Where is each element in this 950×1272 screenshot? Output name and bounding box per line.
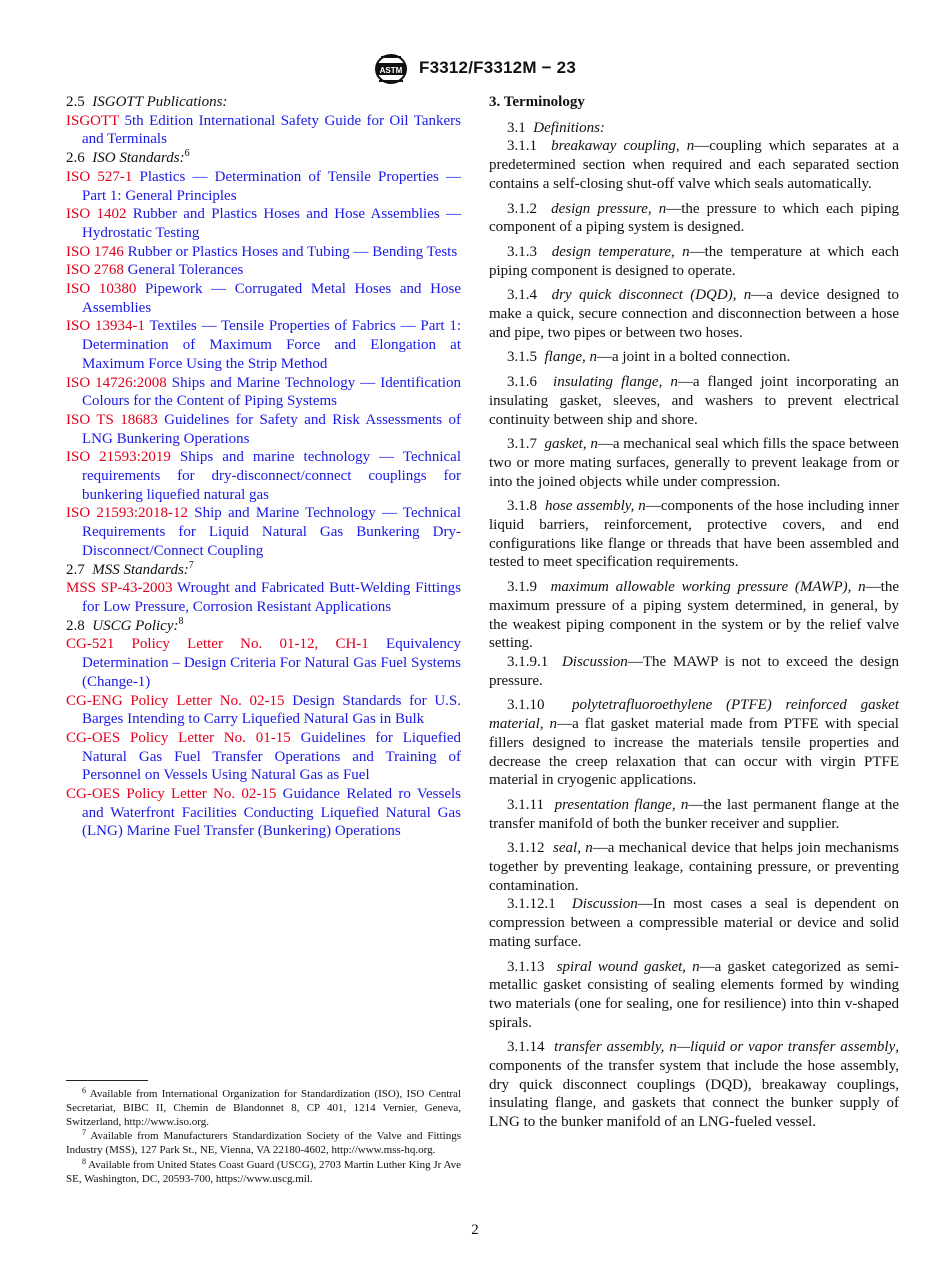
reference-title-link[interactable]: Pipework — Corrugated Metal Hoses and Hose Assemblies <box>82 281 461 316</box>
definition-term: gasket, n <box>544 436 598 453</box>
reference-title-link[interactable]: Plastics — Determination of Tensile Properties — Part 1: General Principles <box>82 168 462 204</box>
definition-number: 3.1.2 <box>507 200 537 217</box>
reference-title-link[interactable]: Wrought and Fabricated Butt-Welding Fittings for Low Pressure, Corrosion Resistant Applications <box>82 580 462 615</box>
definition-term: polytetrafluoroethylene (PTFE) reinforced gasket material, n <box>489 697 899 733</box>
section-subheading <box>66 617 461 636</box>
reference-code-link[interactable]: CG-521 Policy Letter No. 01-12, CH-1 <box>66 636 369 653</box>
footnote-text: Available from Manufacturers Standardization Society of the Valve and Fittings Industry (MSS), 127 Park St., NE, Vienna, VA 22180-4602, http://www.mss-hq.org. <box>66 1130 461 1157</box>
definition-body: —The MAWP is not to exceed the design pressure. <box>489 653 899 689</box>
reference-item <box>66 317 461 373</box>
definition-body: —coupling which separates at a predetermined section when required and each separated section contains a self-closing shut-off valve which seals automatically. <box>489 138 899 192</box>
footnote <box>66 1088 461 1129</box>
definition-number: 3.1.3 <box>507 243 537 260</box>
reference-code-link[interactable]: ISO 21593:2018-12 <box>66 505 189 522</box>
definition-number: 3.1.7 <box>507 436 537 453</box>
definitions-heading: 3.1 Definitions: <box>507 119 605 136</box>
reference-code-link[interactable]: ISO 527-1 <box>66 168 133 185</box>
referenced-documents-column <box>66 93 461 841</box>
reference-item <box>66 448 461 504</box>
subheading-number: 2.7 <box>66 561 85 578</box>
definition-body: —the temperature at which each piping component is designed to operate. <box>489 243 900 279</box>
definition-term: insulating flange, n <box>553 374 678 391</box>
subheading-label: MSS Standards: <box>92 561 189 578</box>
reference-item <box>66 205 461 242</box>
section-subheading <box>66 149 461 168</box>
definition-body: —a flanged joint incorporating an insulating gasket, sleeves, and washers to prevent electrical continuity between ship and shore. <box>489 374 900 428</box>
section-subheading <box>66 561 461 580</box>
reference-item <box>66 785 461 841</box>
reference-item <box>66 579 461 616</box>
definition-entry <box>489 286 899 342</box>
reference-title-link[interactable]: General Tolerances <box>127 262 244 279</box>
reference-title-link[interactable]: Ship and Marine Technology — Technical Requirements for Liquid Natural Gas Bunkering Dry-Disconnect/Connect Coupling <box>82 505 461 559</box>
subheading-label: ISO Standards: <box>92 150 185 167</box>
definition-entry <box>489 578 899 653</box>
reference-title-link[interactable]: Rubber and Plastics Hoses and Hose Assemblies — Hydrostatic Testing <box>82 206 462 241</box>
definition-entry <box>489 696 899 790</box>
definition-term: seal, n <box>553 840 593 857</box>
footnote-mark: 7 <box>188 559 194 571</box>
footnote-mark: 6 <box>184 148 190 160</box>
section-subheading <box>66 93 461 112</box>
definition-number: 3.1.9.1 <box>507 653 549 670</box>
definition-number: 3.1.12.1 <box>507 896 556 913</box>
definition-term: spiral wound gasket, n <box>556 958 700 975</box>
subheading-number: 2.6 <box>66 150 85 167</box>
reference-title-link[interactable]: Guidelines for Liquefied Natural Gas Fuel Transfer Operations and Training of Personnel on Vessels Using Natural Gas as Fuel <box>82 729 462 784</box>
definition-list <box>489 137 899 1131</box>
definition-term: design pressure, n <box>551 200 667 217</box>
definition-entry <box>489 373 899 429</box>
reference-title-link[interactable]: Rubber or Plastics Hoses and Tubing — Bending Tests <box>127 243 458 260</box>
reference-title-link[interactable]: Ships and marine technology — Technical requirements for dry-disconnect/connect couplings for bunkering liquefied natural gas <box>82 449 461 503</box>
definition-term: hose assembly, n <box>544 498 646 515</box>
reference-title-link[interactable]: Guidance Related ro Vessels and Waterfront Facilities Conducting Liquefied Natural Gas (LNG) Marine Fuel Transfer (Bunkering) Operations <box>82 786 462 840</box>
definition-body: —In most cases a seal is dependent on compression between a compressible material or device and solid mating surface. <box>489 896 899 950</box>
subheading-number: 2.5 <box>66 94 85 110</box>
definition-term: dry quick disconnect (DQD), n <box>551 287 752 304</box>
definition-entry <box>489 243 899 280</box>
document-designation: F3312/F3312M − 23 <box>419 58 576 77</box>
reference-item <box>66 374 461 411</box>
reference-title-link[interactable]: Textiles — Tensile Properties of Fabrics — Part 1: Determination of Maximum Force and Elongation at Maximum Force Using the Strip Method <box>82 318 461 372</box>
definition-entry <box>489 839 899 895</box>
definition-term: Discussion <box>561 653 628 670</box>
definition-body: —a joint in a bolted connection. <box>597 349 791 366</box>
subheading-label: ISGOTT Publications: <box>92 94 228 110</box>
definition-number: 3.1.6 <box>507 374 537 391</box>
footnote <box>66 1130 461 1158</box>
page-number: 2 <box>471 1222 479 1238</box>
definition-body: , components of the transfer system that include the hose assembly, dry quick disconnect couplings (DQD), breakaway couplings, insulating flange, and gaskets that connect the bunker supply of LNG to the bunker manifold of an LNG-fueled vessel. <box>489 1039 899 1131</box>
reference-item <box>66 411 461 448</box>
astm-logo <box>373 54 409 84</box>
reference-item <box>66 243 461 262</box>
footnotes <box>66 1088 461 1188</box>
page-header <box>0 54 950 84</box>
reference-code-link[interactable]: ISO 1746 <box>66 243 124 260</box>
definition-entry <box>489 653 899 690</box>
reference-item <box>66 729 461 785</box>
definition-body: —components of the hose including inner liquid barriers, reinforcement, protective covers, and end configurations like flange or threads that have been assembled and tested to meet specification requirements. <box>489 498 899 571</box>
reference-item <box>66 112 461 149</box>
definition-body: —the maximum pressure of a piping system determined, in general, by the weakest piping component in the system or by the relief valve setting. <box>489 579 899 652</box>
reference-code-link[interactable]: ISO 2768 <box>66 262 124 279</box>
reference-code-link[interactable]: ISO TS 18683 <box>66 411 158 428</box>
definition-body: —a flat gasket material made from PTFE with special fillers designed to increase the materials tensile properties and decrease the creep relaxation that can occur with virgin PTFE material in cryogenic applications. <box>489 716 899 789</box>
subheading-number: 2.8 <box>66 617 85 634</box>
definition-number: 3.1.11 <box>507 796 544 813</box>
definition-number: 3.1.14 <box>507 1039 545 1056</box>
reference-code-link[interactable]: ISO 13934-1 <box>66 318 145 335</box>
reference-title-link[interactable]: Design Standards for U.S. Barges Intending to Carry Liquefied Natural Gas in Bulk <box>82 692 462 728</box>
reference-code-link[interactable]: ISO 21593:2019 <box>66 449 171 466</box>
reference-item <box>66 168 461 205</box>
definition-term: Discussion <box>571 896 638 913</box>
svg-text:ASTM: ASTM <box>379 66 403 75</box>
definition-number: 3.1.8 <box>507 498 537 515</box>
definition-body: —a gasket categorized as semi-metallic gasket consisting of sealing elements formed by winding two materials (one for sealing, one for resilience) into thin v-shaped spirals. <box>489 958 899 1031</box>
definition-body: —the last permanent flange at the transfer manifold of both the bunker receiver and supplier. <box>489 796 899 832</box>
definition-entry <box>489 348 899 367</box>
footnote-text: Available from International Organization for Standardization (ISO), ISO Central Secretariat, BIBC II, Chemin de Blandonnet 8, CP 401, 1214 Vernier, Geneva, Switzerland, http://www.iso.org. <box>66 1088 461 1128</box>
reference-item <box>66 635 461 691</box>
reference-code-link[interactable]: ISO 14726:2008 <box>66 374 167 391</box>
definition-body: —a device designed to make a quick, secure connection and disconnection between a hose and pipe, two pipes or between two hoses. <box>489 287 899 341</box>
definition-entry <box>489 796 899 833</box>
reference-code-link[interactable]: ISO 1402 <box>66 206 127 223</box>
definition-number: 3.1.5 <box>507 349 537 366</box>
definition-number: 3.1.1 <box>507 138 537 155</box>
reference-title-link[interactable]: 5th Edition International Safety Guide for Oil Tankers and Terminals <box>82 112 462 148</box>
reference-title-link[interactable]: Guidelines for Safety and Risk Assessments of LNG Bunkering Operations <box>82 411 461 447</box>
definition-entry <box>489 958 899 1033</box>
reference-title-link[interactable]: Ships and Marine Technology — Identification Colours for the Content of Piping Systems <box>82 374 462 410</box>
definition-entry <box>489 895 899 951</box>
definition-term: maximum allowable working pressure (MAWP), n <box>550 579 866 596</box>
reference-code-link[interactable]: CG-ENG Policy Letter No. 02-15 <box>66 692 285 709</box>
reference-item <box>66 692 461 729</box>
reference-code-link[interactable]: MSS SP-43-2003 <box>66 580 173 597</box>
reference-code-link[interactable]: ISGOTT <box>66 112 120 129</box>
section-title: 3. Terminology <box>489 94 585 110</box>
definition-entry <box>489 497 899 572</box>
definition-entry <box>489 137 899 193</box>
definition-number: 3.1.13 <box>507 958 545 975</box>
reference-code-link[interactable]: CG-OES Policy Letter No. 01-15 <box>66 729 291 746</box>
definition-number: 3.1.10 <box>507 697 545 714</box>
terminology-column <box>489 93 899 1138</box>
definition-number: 3.1.12 <box>507 840 545 857</box>
definition-term: breakaway coupling, n <box>551 138 695 155</box>
definition-entry <box>489 435 899 491</box>
reference-code-link[interactable]: CG-OES Policy Letter No. 02-15 <box>66 786 277 803</box>
reference-title-link[interactable]: Equivalency Determination – Design Criteria For Natural Gas Fuel Systems (Change-1) <box>82 636 462 690</box>
definition-body: —a mechanical seal which fills the space between two or more mating surfaces, generally to prevent leakage from or into the joined objects while under compression. <box>489 436 899 490</box>
subheading-label: USCG Policy: <box>92 617 179 634</box>
reference-item <box>66 280 461 317</box>
footnote-divider <box>66 1080 148 1081</box>
footnote-number: 6 <box>82 1086 86 1095</box>
reference-code-link[interactable]: ISO 10380 <box>66 281 137 298</box>
footnote-text: Available from United States Coast Guard (USCG), 2703 Martin Luther King Jr Ave SE, Washington, DC, 20593-700, https://www.uscg.mil. <box>66 1158 461 1185</box>
footnote-number: 7 <box>82 1128 86 1138</box>
definition-number: 3.1.4 <box>507 287 537 304</box>
definition-term: flange, n <box>544 349 597 366</box>
footnote-mark: 8 <box>178 615 184 627</box>
definition-number: 3.1.9 <box>507 579 537 596</box>
reference-item <box>66 261 461 280</box>
definition-body: —a mechanical device that helps join mechanisms together by preventing leakage, containing pressure, or preventing contamination. <box>489 840 900 894</box>
definition-body: —the pressure to which each piping component of a piping system is designed. <box>489 200 899 236</box>
definition-term: design temperature, n <box>551 243 690 260</box>
definition-term: transfer assembly, n—liquid or vapor transfer assembly <box>554 1039 896 1056</box>
reference-item <box>66 504 461 560</box>
definition-entry <box>489 1038 899 1132</box>
definition-term: presentation flange, n <box>554 796 689 813</box>
footnote <box>66 1156 461 1187</box>
footnote-number: 8 <box>82 1156 86 1166</box>
definition-entry <box>489 200 899 237</box>
